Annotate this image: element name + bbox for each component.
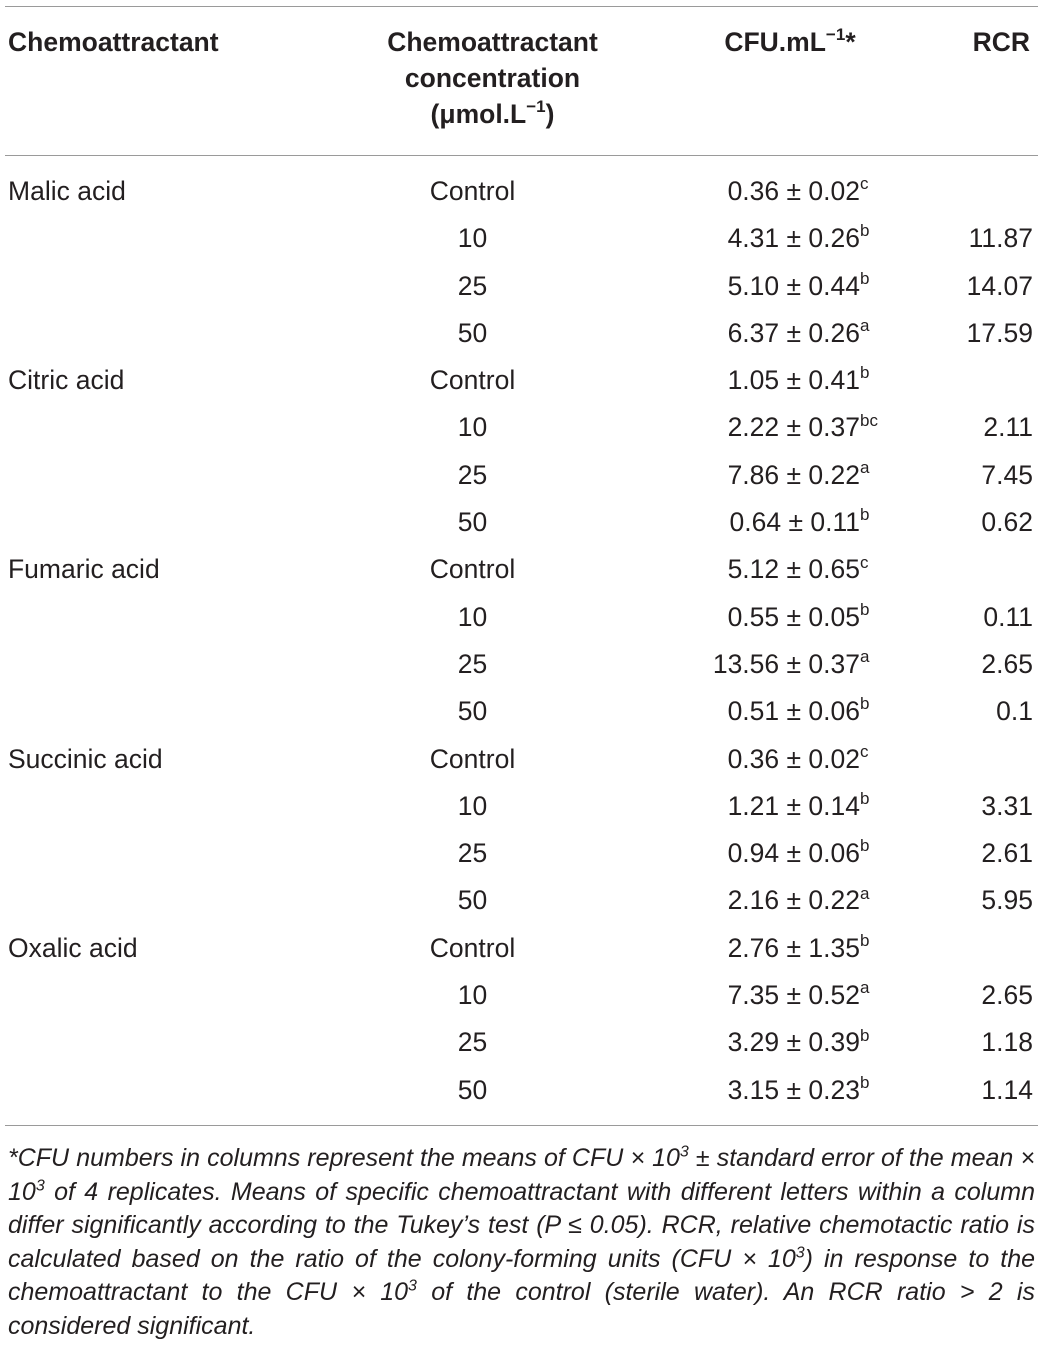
cfu-value: 13.56 ± 0.37 (712, 648, 860, 679)
table-top-rule (5, 6, 1038, 7)
cfu-value: 6.37 ± 0.26 (727, 317, 860, 348)
header-concentration-unit: $(\mu mol.L^{-1})$ (430, 97, 555, 129)
significance-letter: b (860, 930, 870, 950)
rcr-cell: 0.1 (996, 696, 1033, 727)
rcr-cell: 7.45 (981, 459, 1033, 490)
significance-letter: a (860, 647, 870, 667)
concentration-cell: 10 (457, 412, 488, 443)
rcr-cell: 0.62 (981, 507, 1033, 538)
concentration-cell: 50 (457, 885, 488, 916)
concentration-cell: Control (429, 365, 516, 396)
table-row (0, 1067, 1043, 1114)
rcr-cell: 1.14 (981, 1074, 1033, 1105)
table-row (0, 452, 1043, 499)
cfu-cell (660, 783, 870, 830)
cfu-cell (660, 310, 870, 357)
cfu-cell (660, 452, 870, 499)
cfu-value: 2.22 ± 0.37 (727, 412, 860, 443)
cfu-cell (660, 404, 878, 451)
concentration-cell: 25 (457, 270, 488, 301)
significance-letter: a (860, 978, 870, 998)
cfu-cell (660, 1067, 870, 1114)
cfu-value: 0.55 ± 0.05 (727, 601, 860, 632)
concentration-cell: Control (429, 932, 516, 963)
cfu-cell (660, 925, 870, 972)
chemoattractant-name: Succinic acid (8, 743, 163, 774)
significance-letter: a (860, 316, 870, 336)
header-concentration (335, 24, 650, 132)
header-bottom-rule (5, 155, 1038, 156)
table-row (0, 736, 1043, 783)
significance-letter: b (860, 1072, 870, 1092)
rcr-cell: 5.95 (981, 885, 1033, 916)
cfu-cell (660, 877, 870, 924)
table-row (0, 925, 1043, 972)
cfu-value: 1.05 ± 0.41 (727, 365, 860, 396)
table-body (0, 168, 1043, 1114)
significance-letter: b (860, 789, 870, 809)
cfu-value: 2.16 ± 0.22 (727, 885, 860, 916)
table-row (0, 594, 1043, 641)
significance-letter: b (860, 363, 870, 383)
table-row (0, 404, 1043, 451)
table-row (0, 972, 1043, 1019)
cfu-cell (660, 830, 870, 877)
cfu-cell (660, 357, 870, 404)
table-row (0, 688, 1043, 735)
concentration-cell: 50 (457, 507, 488, 538)
significance-letter: c (860, 552, 869, 572)
concentration-cell: 25 (457, 459, 488, 490)
header-cfu: $CFU.mL^{-1}*$ (724, 25, 856, 57)
concentration-cell: 10 (457, 601, 488, 632)
concentration-cell: 50 (457, 696, 488, 727)
significance-letter: b (860, 1025, 870, 1045)
cfu-value: 0.51 ± 0.06 (727, 696, 860, 727)
table-row (0, 641, 1043, 688)
concentration-cell: 25 (457, 648, 488, 679)
cfu-value: 4.31 ± 0.26 (727, 223, 860, 254)
table-row (0, 168, 1043, 215)
header-rcr: RCR (972, 27, 1030, 57)
concentration-cell: 10 (457, 223, 488, 254)
rcr-cell: 0.11 (983, 601, 1033, 632)
cfu-value: 0.36 ± 0.02 (727, 743, 860, 774)
table-row (0, 546, 1043, 593)
cfu-value: 7.86 ± 0.22 (727, 459, 860, 490)
table-row (0, 830, 1043, 877)
cfu-cell (660, 641, 870, 688)
concentration-cell: 25 (457, 838, 488, 869)
header-concentration-line2: concentration (404, 63, 581, 93)
concentration-cell: 10 (457, 980, 488, 1011)
header-concentration-line1: Chemoattractant (387, 27, 598, 57)
chemoattractant-name: Malic acid (8, 176, 126, 206)
header-chemoattractant: Chemoattractant (8, 27, 219, 57)
rcr-cell: 2.61 (981, 838, 1033, 869)
table-bottom-rule (5, 1125, 1038, 1126)
rcr-cell: 14.07 (966, 270, 1033, 301)
cfu-value: 5.12 ± 0.65 (727, 554, 860, 585)
rcr-cell: 17.59 (966, 317, 1033, 348)
cfu-cell (660, 546, 869, 593)
significance-letter: b (860, 221, 870, 241)
table-row (0, 1019, 1043, 1066)
cfu-cell (660, 736, 869, 783)
significance-letter: b (860, 505, 870, 525)
chemoattractant-name: Citric acid (8, 365, 125, 396)
significance-letter: c (860, 174, 869, 194)
cfu-cell (660, 499, 870, 546)
rcr-cell: 11.87 (968, 223, 1033, 254)
concentration-cell: 10 (457, 790, 488, 821)
cfu-cell (660, 688, 870, 735)
concentration-cell: 25 (457, 1027, 488, 1058)
cfu-cell (660, 168, 869, 215)
significance-letter: c (860, 741, 869, 761)
cfu-value: 0.64 ± 0.11 (729, 507, 860, 538)
significance-letter: a (860, 883, 870, 903)
cfu-cell (660, 215, 870, 262)
cfu-value: 3.15 ± 0.23 (727, 1074, 860, 1105)
cfu-value: 5.10 ± 0.44 (727, 270, 860, 301)
significance-letter: b (860, 836, 870, 856)
rcr-cell: 2.65 (981, 648, 1033, 679)
concentration-cell: 50 (457, 317, 488, 348)
significance-letter: bc (860, 410, 878, 430)
significance-letter: b (860, 599, 870, 619)
cfu-value: 3.29 ± 0.39 (727, 1027, 860, 1058)
cfu-cell (660, 1019, 870, 1066)
significance-letter: a (860, 457, 870, 477)
concentration-cell: Control (429, 743, 516, 774)
cfu-cell (660, 594, 870, 641)
cfu-value: 0.94 ± 0.06 (727, 838, 860, 869)
cfu-value: 7.35 ± 0.52 (727, 980, 860, 1011)
concentration-cell: Control (429, 554, 516, 585)
cfu-cell (660, 972, 870, 1019)
table-row (0, 499, 1043, 546)
cfu-value: 0.36 ± 0.02 (727, 176, 860, 206)
rcr-cell: 1.18 (981, 1027, 1033, 1058)
table-row (0, 357, 1043, 404)
cfu-value: 1.21 ± 0.14 (727, 790, 860, 821)
chemoattractant-name: Fumaric acid (8, 554, 160, 585)
significance-letter: b (860, 694, 870, 714)
rcr-cell: 2.65 (981, 980, 1033, 1011)
cfu-cell (660, 263, 870, 310)
table-row (0, 877, 1043, 924)
chemoattractant-name: Oxalic acid (8, 932, 138, 963)
table-row (0, 783, 1043, 830)
table-row (0, 215, 1043, 262)
significance-letter: b (860, 268, 870, 288)
concentration-cell: 50 (457, 1074, 488, 1105)
table-row (0, 263, 1043, 310)
concentration-cell: Control (429, 176, 516, 206)
rcr-cell: 3.31 (981, 790, 1033, 821)
rcr-cell: 2.11 (983, 412, 1033, 443)
cfu-value: 2.76 ± 1.35 (727, 932, 860, 963)
table-row (0, 310, 1043, 357)
table-footnote: *CFU numbers in columns represent the means of CFU × $10^3$ ± standard error of the mean × $10^3$ of 4 replicates. Means of specific chemoattractant with different letters within a column differ significantly according to the Tukey’s test (P ≤ 0.05). RCR, relative chemotactic ratio is calculated based on the ratio of the colony-forming units $(CFU \times 10^3)$ in response to the chemoattractant to the CFU × $10^3$ of the control (sterile water). An RCR ratio > 2 is considered significant. (8, 1143, 1036, 1340)
